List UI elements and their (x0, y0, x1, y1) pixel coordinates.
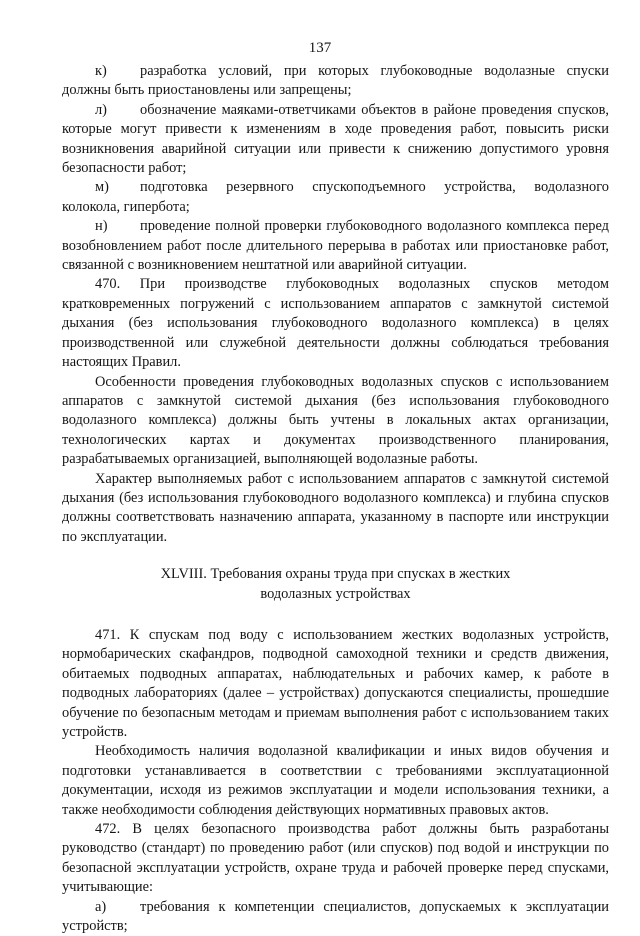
list-item (62, 217, 609, 275)
list-item (62, 62, 609, 101)
document-body (62, 62, 609, 936)
paragraph-470-nature: Характер выполняемых работ с использованием аппаратов с замкнутой системой дыхания (без использования глубоководного водолазного комплекса) и глубина спусков должны соответствовать назначению аппарата, указанному в паспорте или инструкции по эксплуатации. (62, 470, 609, 545)
paragraph-470: 470. При производстве глубоководных водолазных спусков методом кратковременных погружений с использованием аппаратов с замкнутой системой дыхания (без использования глубоководного водолазного комплекса) в целях производственной или служебной деятельности должны соблюдаться требования настоящих Правил. (62, 276, 609, 371)
list-item-text: разработка условий, при которых глубоководные водолазные спуски должны быть приостановлены или запрещены; (62, 63, 609, 99)
list-item-label: к) (95, 63, 107, 79)
paragraph-471: 471. К спускам под воду с использованием жестких водолазных устройств, нормобарических скафандров, подводной самоходной техники и средств движения, обитаемых подводных аппаратах, наблюдательных и рабочих камер, к работе в подводных лабораториях (далее – устройствах) допускаются специалисты, прошедшие обучение по безопасным методам и приемам выполнения работ с использованием таких устройств. (62, 626, 609, 740)
paragraph-470-features: Особенности проведения глубоководных водолазных спусков с использованием аппаратов с замкнутой системой дыхания (без использования глубоководного водолазного комплекса) должны быть учтены в локальных актах организации, технологических картах и документах производственного планирования, разрабатываемых организацией, выполняющей водолазные работы. (62, 373, 609, 468)
list-item (62, 898, 609, 936)
list-item-label: л) (95, 101, 107, 118)
list-item-text: подготовка резервного спускоподъемного устройства, водолазного колокола, гипербота; (62, 179, 609, 215)
list-item-text: требования к компетенции специалистов, допускаемых к эксплуатации устройств; (62, 898, 609, 935)
section-heading-line: водолазных устройствах (260, 585, 411, 602)
list-item-label: а) (95, 898, 107, 915)
list-item (62, 178, 609, 217)
section-heading-line: XLVIII. Требования охраны труда при спусках в жестких (160, 566, 511, 583)
section-heading (62, 565, 609, 604)
list-item-text: проведение полной проверки глубоководного водолазного комплекса перед возобновлением работ после длительного перерыва в работах или приостановке работ, связанной с возникновением нештатной или аварийной ситуации. (62, 218, 609, 274)
page-number: 137 (308, 40, 332, 56)
paragraph-472: 472. В целях безопасного производства работ должны быть разработаны руководство (стандарт) по проведению работ (или спусков) под водой и инструкции по безопасной эксплуатации устройств, охране труда и рабочей проверке перед спусками, учитывающие: (62, 821, 609, 896)
list-item-text: обозначение маяками-ответчиками объектов в районе проведения спусков, которые могут привести к изменениям в ходе проведения работ, повысить риски возникновения аварийной ситуации или привести к снижению допустимого уровня безопасности работ; (62, 101, 609, 177)
list-item-label: н) (95, 218, 108, 235)
list-item (62, 101, 609, 179)
paragraph-471-qualification: Необходимость наличия водолазной квалификации и иных видов обучения и подготовки устанавливается в соответствии с требованиями эксплуатационной документации, исходя из режимов эксплуатации и модели использования техники, а также необходимости соблюдения действующих нормативных правовых актов. (62, 743, 609, 818)
list-item-label: м) (95, 179, 109, 196)
